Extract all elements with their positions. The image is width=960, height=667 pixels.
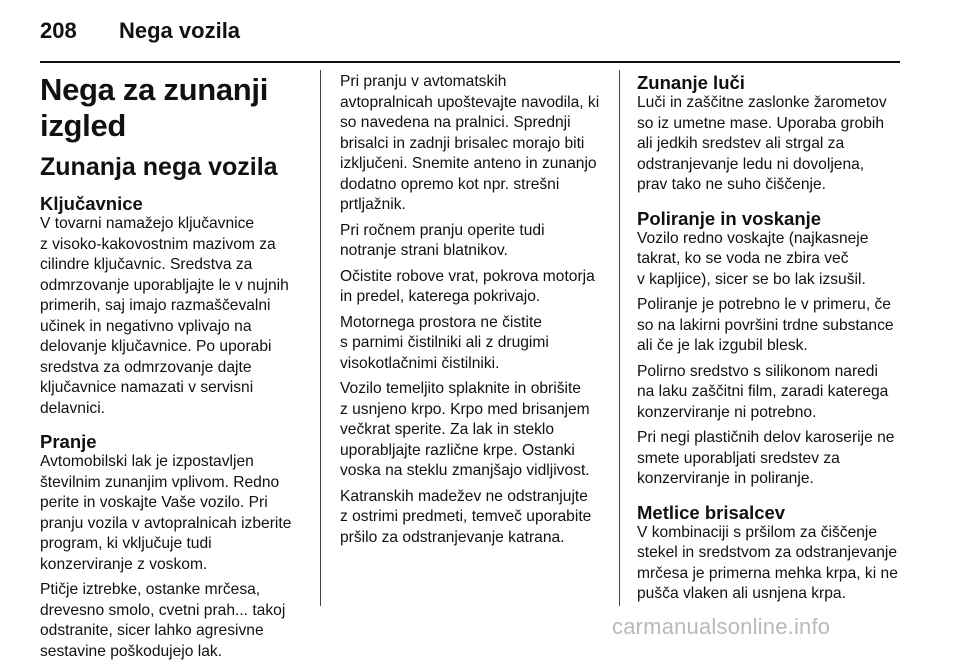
header-rule xyxy=(40,61,900,63)
paragraph: Poliranje je potrebno le v primeru, če so na lakirni površini trdne substance ali če je lak izgubil blesk. xyxy=(637,296,894,354)
paragraph: Pri negi plastičnih delov karoserije ne smete uporabljati sredstev za konzerviranje in poliranje. xyxy=(637,429,895,487)
paragraph: Vozilo redno voskajte (najkasneje takrat, ko se voda ne zbira več v kapljice), sicer se bo lak izsušil. xyxy=(637,229,869,288)
section-title: Nega za zunanji izgled xyxy=(40,72,269,143)
paragraph: V kombinaciji s pršilom za čiščenje stekel in sredstvom za odstranjevanje mrčesa je primerna mehka krpa, ki ne pušča vlaken ali usnjena krpa. xyxy=(637,523,898,602)
heading-wiper-blades: Metlice brisalcev xyxy=(637,501,786,523)
page-number: 208 xyxy=(40,18,77,43)
page-header xyxy=(40,18,900,58)
paragraph: Očistite robove vrat, pokrova motorja in predel, katerega pokrivajo. xyxy=(340,267,595,305)
paragraph: V tovarni namažejo ključavnice z visoko-kakovostnim mazivom za cilindre ključavnic. Sredstva za odmrzovanje uporabljajte le v nujnih primerih, saj imajo razmaščevalni učinek in negativno vplivajo na delovanje ključavnice. Po uporabi sredstva za odmrzovanje dajte ključavnice namazati v servisni delavnici. xyxy=(40,215,289,417)
paragraph: Ptičje iztrebke, ostanke mrčesa, drevesno smolo, cvetni prah... takoj odstranite, sicer lahko agresivne sestavine poškodujejo lak. xyxy=(40,581,286,660)
heading-locks: Ključavnice xyxy=(40,193,143,214)
paragraph: Avtomobilski lak je izpostavljen številnim zunanjim vplivom. Redno perite in voskajte Vaše vozilo. Pri pranju vozila v avtopralnicah izberite program, ki vključuje tudi konzerviranje z voskom. xyxy=(40,453,292,573)
paragraph: Luči in zaščitne zaslonke žarometov so iz umetne mase. Uporaba grobih ali jedkih sredstev ali strgal za odstranjevanje ledu ni dovoljena, prav tako ne suho čiščenje. xyxy=(637,94,887,193)
heading-exterior-lights: Zunanje luči xyxy=(637,72,745,93)
running-title: Nega vozila xyxy=(119,18,241,43)
column-1 xyxy=(40,72,304,667)
column-divider-1 xyxy=(320,70,321,606)
column-2 xyxy=(340,72,608,553)
subsection-title: Zunanja nega vozila xyxy=(40,153,278,181)
paragraph: Polirno sredstvo s silikonom naredi na laku zaščitni film, zaradi katerega konzerviranje ni potrebno. xyxy=(637,362,889,421)
heading-washing: Pranje xyxy=(40,431,97,452)
column-3 xyxy=(637,72,907,610)
watermark: carmanualsonline.info xyxy=(612,614,831,639)
paragraph: Katranskih madežev ne odstranjujte z ostrimi predmeti, temveč uporabite pršilo za odstranjevanje katrana. xyxy=(340,487,592,546)
paragraph: Pri ročnem pranju operite tudi notranje strani blatnikov. xyxy=(340,221,545,259)
paragraph: Motornega prostora ne čistite s parnimi čistilniki ali z drugimi visokotlačnimi čistilniki. xyxy=(340,313,549,372)
paragraph: Pri pranju v avtomatskih avtopralnicah upoštevajte navodila, ki so navedena na pralnici. Sprednji brisalci in zadnji brisalec morajo biti izključeni. Snemite anteno in zunanjo dodatno opremo kot npr. strešni prtljažnik. xyxy=(340,73,600,213)
heading-polishing: Poliranje in voskanje xyxy=(637,207,822,229)
paragraph: Vozilo temeljito splaknite in obrišite z usnjeno krpo. Krpo med brisanjem večkrat sperite. Za lak in steklo uporabljajte različne krpe. Ostanki voska na steklu zmanjšajo vidljivost. xyxy=(340,380,590,479)
column-divider-2 xyxy=(619,70,620,606)
